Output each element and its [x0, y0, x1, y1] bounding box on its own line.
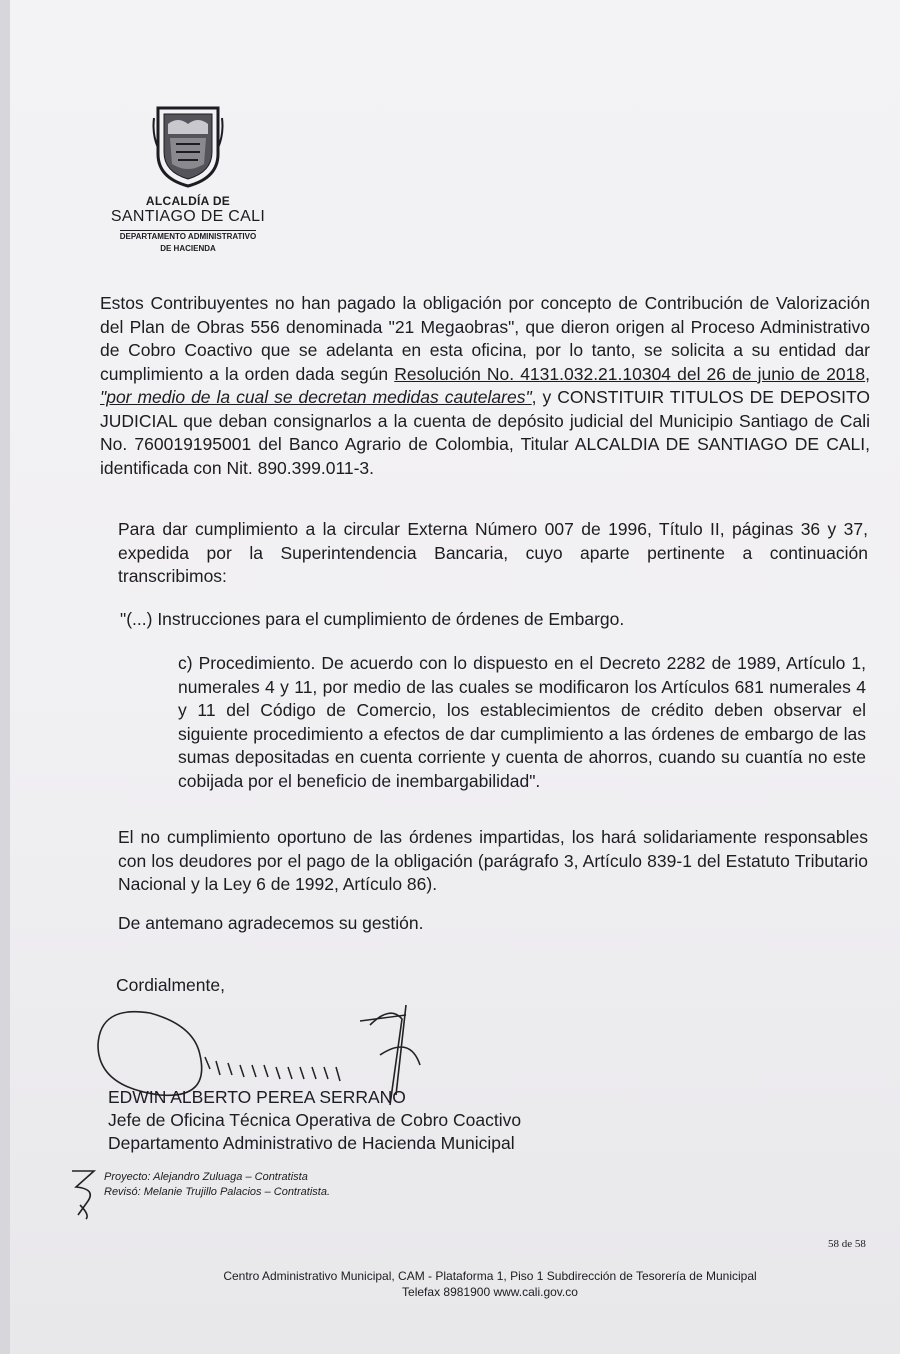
initials-mark-icon	[66, 1165, 106, 1221]
paragraph-procedure: c) Procedimiento. De acuerdo con lo dispuesto en el Decreto 2282 de 1989, Artículo 1, numerales 4 y 11, por medio de las cuales se modificaron los Artículos 681 numerales 4 y 11 del Código de Comercio, los establecimientos de crédito deben observar el siguiente procedimiento a efectos de dar cumplimiento a las órdenes de embargo de las sumas depositadas en cuenta corriente y cuenta de ahorros, cuando su cuantía no este cobijada por el beneficio de inembargabilidad".	[178, 653, 866, 791]
paragraph-instructions: "(...) Instrucciones para el cumplimiento de órdenes de Embargo.	[120, 609, 625, 629]
footer	[150, 1268, 830, 1300]
signer-name: EDWIN ALBERTO PEREA SERRANO	[108, 1087, 406, 1107]
letterhead-line-4: DE HACIENDA	[160, 244, 216, 253]
letterhead	[98, 104, 278, 254]
signature-block	[108, 1086, 628, 1155]
resolution-quote: "por medio de la cual se decretan medidas cautelares"	[100, 387, 532, 407]
paragraph-contributors	[100, 292, 870, 480]
paragraph-thanks: De antemano agradecemos su gestión.	[118, 913, 424, 933]
signer-title: Jefe de Oficina Técnica Operativa de Cobro Coactivo	[108, 1110, 522, 1130]
paragraph-text: Estos Contribuyentes no han pagado la obligación por concepto de Contribución de Valorización del Plan de Obras 556 denominada "21 Megaobras", que dieron origen al Proceso Administrativo de Cobro Coactivo que se adelanta en esta oficina, por lo tanto, se solicita a su entidad dar cumplimiento a la orden dada según	[100, 293, 870, 384]
resolution-reference: Resolución No. 4131.032.21.10304 del 26 de junio de 2018	[394, 363, 866, 384]
footnotes	[104, 1170, 330, 1200]
paragraph-text: ,	[865, 363, 870, 384]
coat-of-arms-icon	[152, 104, 224, 188]
footer-contact: Telefax 8981900 www.cali.gov.co	[402, 1285, 578, 1299]
letterhead-line-1: ALCALDÍA DE	[145, 194, 231, 208]
signer-department: Departamento Administrativo de Hacienda Municipal	[108, 1133, 515, 1153]
letterhead-line-3: DEPARTAMENTO ADMINISTRATIVO	[119, 232, 257, 241]
letterhead-line-2: SANTIAGO DE CALI	[110, 208, 266, 225]
paragraph-noncompliance: El no cumplimiento oportuno de las órdenes impartidas, los hará solidariamente responsables con los deudores por el pago de la obligación (parágrafo 3, Artículo 839-1 del Estatuto Tributario Nacional y la Ley 6 de 1992, Artículo 86).	[118, 827, 868, 894]
paragraph-circular: Para dar cumplimiento a la circular Externa Número 007 de 1996, Título II, páginas 36 y 37, expedida por la Superintendencia Bancaria, cuyo aparte pertinente a continuación transcribimos:	[118, 519, 868, 586]
paragraph-text: , y CONSTITUIR TITULOS DE DEPOSITO JUDICIAL que deban consignarlos a la cuenta de depósito judicial del Municipio Santiago de Cali No. 760019195001 del Banco Agrario de Colombia, Titular ALCALDIA DE SANTIAGO DE CALI, identificada con Nit. 890.399.011-3.	[100, 387, 870, 478]
closing: Cordialmente,	[116, 975, 225, 995]
page-number: 58 de 58	[828, 1238, 866, 1250]
page-edge	[0, 0, 10, 1354]
footer-address: Centro Administrativo Municipal, CAM - Plataforma 1, Piso 1 Subdirección de Tesorería de Municipal	[223, 1269, 757, 1283]
footnote-review: Revisó: Melanie Trujillo Palacios – Contratista.	[104, 1186, 330, 1198]
footnote-project: Proyecto: Alejandro Zuluaga – Contratista	[104, 1171, 308, 1183]
